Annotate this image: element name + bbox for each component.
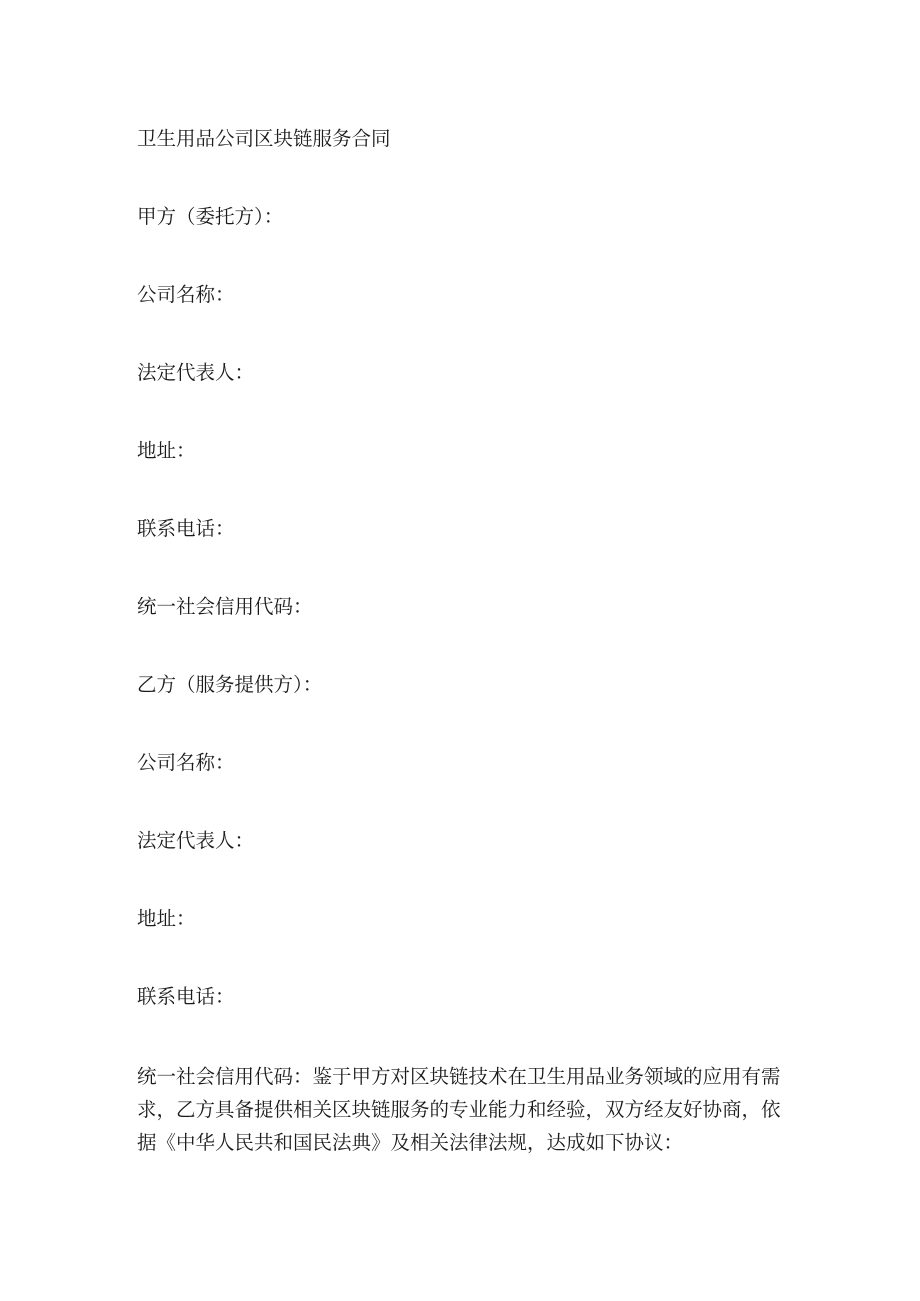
party-a-company-name-label: 公司名称：: [137, 283, 235, 306]
document-body: [137, 124, 797, 1159]
party-b-phone-label: 联系电话：: [137, 985, 235, 1008]
party-a-address-label: 地址：: [137, 439, 196, 462]
party-b-company-name-label: 公司名称：: [137, 751, 235, 774]
contract-title: 卫生用品公司区块链服务合同: [137, 127, 391, 150]
preamble-paragraph: 统一社会信用代码：鉴于甲方对区块链技术在卫生用品业务领域的应用有需求，乙方具备提供相关区块链服务的专业能力和经验，双方经友好协商，依据《中华人民共和国民法典》及相关法律法规，达成如下协议：: [137, 1065, 781, 1154]
party-a-legal-rep-label: 法定代表人：: [137, 361, 255, 384]
party-a-phone-label: 联系电话：: [137, 517, 235, 540]
party-a-credit-code-label: 统一社会信用代码：: [137, 595, 313, 618]
party-a-heading: 甲方（委托方）：: [137, 205, 284, 228]
party-b-legal-rep-label: 法定代表人：: [137, 829, 255, 852]
party-b-heading: 乙方（服务提供方）：: [137, 673, 323, 696]
party-b-address-label: 地址：: [137, 907, 196, 930]
